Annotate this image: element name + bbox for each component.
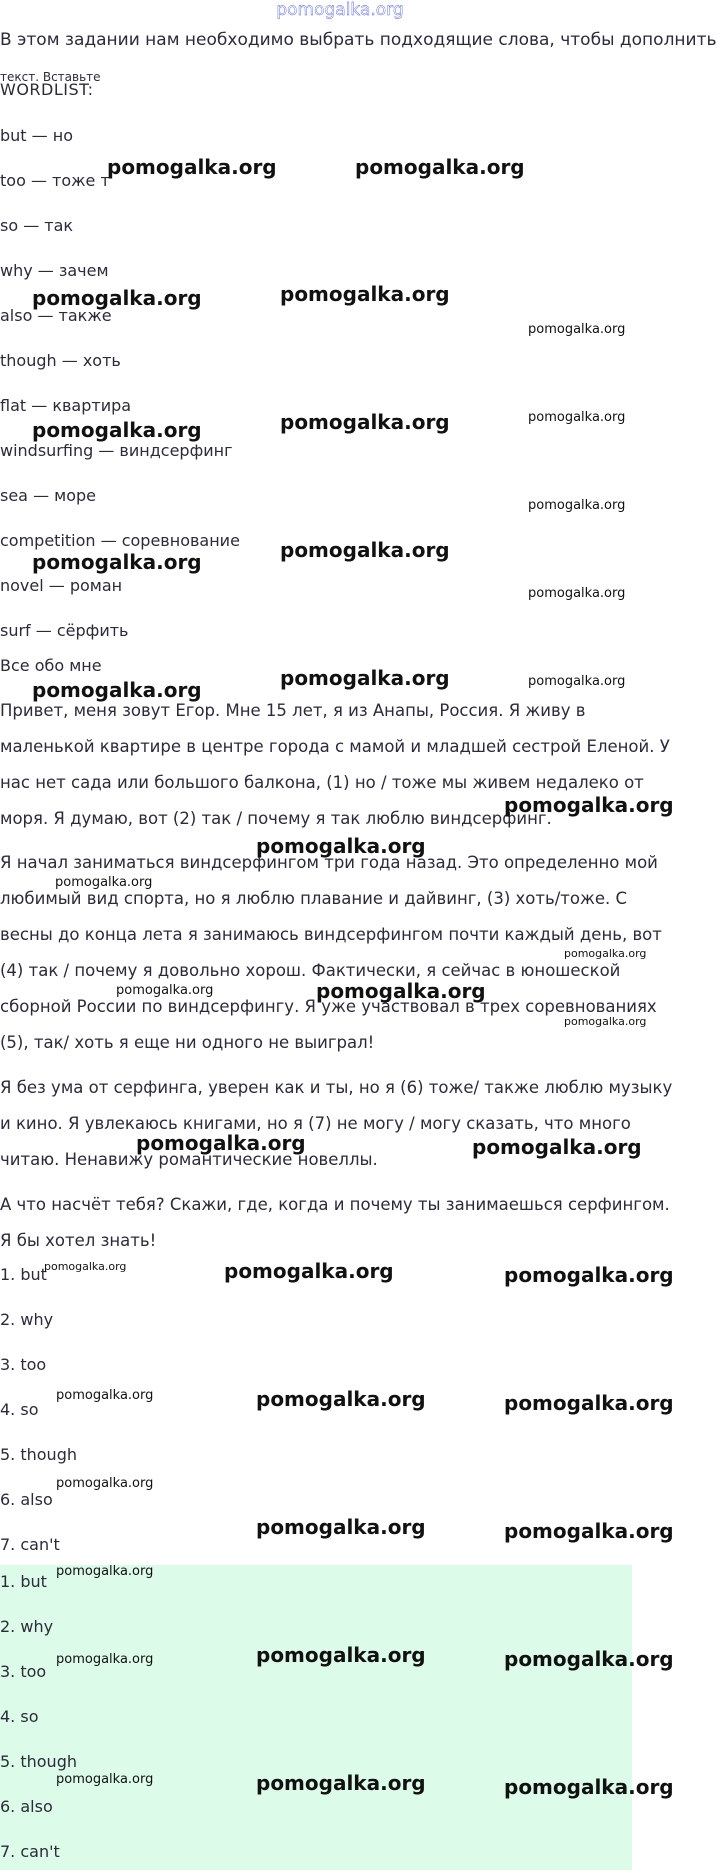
answer-item-highlighted: 5. though	[0, 1752, 77, 1771]
watermark: pomogalka.org	[280, 410, 450, 434]
answer-item-highlighted: 3. too	[0, 1662, 47, 1681]
site-title[interactable]: pomogalka.org	[276, 0, 404, 20]
watermark: pomogalka.org	[256, 1643, 426, 1667]
paragraph: Привет, меня зовут Егор. Мне 15 лет, я из Анапы, Россия. Я живу в маленькой квартире в центре города с мамой и младшей сестрой Еленой. У нас нет сада или большого балкона, (1) но / тоже мы живем недалеко от моря. Я думаю, вот (2) так / почему я так люблю виндсерфинг.	[0, 701, 670, 828]
watermark: pomogalka.org	[528, 410, 626, 425]
watermark: pomogalka.org	[44, 1260, 127, 1273]
watermark: pomogalka.org	[564, 947, 647, 960]
wordlist-item: windsurfing — виндсерфинг	[0, 441, 233, 460]
watermark: pomogalka.org	[32, 550, 202, 574]
wordlist-item: also — также	[0, 306, 112, 325]
watermark: pomogalka.org	[56, 1476, 154, 1491]
watermark: pomogalka.org	[280, 666, 450, 690]
answer-item: 2. why	[0, 1310, 54, 1329]
wordlist-item: why — зачем	[0, 261, 109, 280]
wordlist-title: WORDLIST:	[0, 80, 94, 99]
watermark: pomogalka.org	[256, 1387, 426, 1411]
answer-highlight-box	[0, 1565, 632, 1870]
wordlist-item: competition — соревнование	[0, 531, 240, 550]
watermark: pomogalka.org	[528, 322, 626, 337]
watermark: pomogalka.org	[136, 1131, 306, 1155]
answer-item: 4. so	[0, 1400, 39, 1419]
watermark: pomogalka.org	[280, 538, 450, 562]
watermark: pomogalka.org	[56, 1652, 154, 1667]
watermark: pomogalka.org	[32, 678, 202, 702]
wordlist-item: but — но	[0, 126, 73, 145]
watermark: pomogalka.org	[472, 1135, 642, 1159]
watermark: pomogalka.org	[56, 1388, 154, 1403]
watermark: pomogalka.org	[56, 1564, 154, 1579]
paragraph: Я начал заниматься виндсерфингом три года назад. Это определенно мой любимый вид спорта, но я люблю плавание и дайвинг, (3) хоть/тоже. С весны до конца лета я занимаюсь виндсерфингом почти каждый день, вот (4) так / почему я довольно хорош. Фактически, я сейчас в юношеской сборной России по виндсерфингу. Я уже участвовал в трех соревнованиях (5), так/ хоть я еще ни одного не выиграл!	[0, 853, 662, 1052]
watermark: pomogalka.org	[504, 1647, 674, 1671]
intro-cut-line: текст. Вставьте	[0, 70, 101, 84]
watermark: pomogalka.org	[504, 1775, 674, 1799]
watermark: pomogalka.org	[256, 1771, 426, 1795]
watermark: pomogalka.org	[256, 834, 426, 858]
watermark: pomogalka.org	[528, 674, 626, 689]
answer-item: 3. too	[0, 1355, 47, 1374]
watermark: pomogalka.org	[224, 1259, 394, 1283]
watermark: pomogalka.org	[504, 1263, 674, 1287]
watermark: pomogalka.org	[528, 586, 626, 601]
watermark: pomogalka.org	[504, 793, 674, 817]
answer-item-highlighted: 4. so	[0, 1707, 39, 1726]
watermark: pomogalka.org	[528, 498, 626, 513]
watermark: pomogalka.org	[55, 875, 153, 890]
answer-item: 7. can't	[0, 1535, 60, 1554]
intro-text: В этом задании нам необходимо выбрать подходящие слова, чтобы дополнить	[0, 30, 717, 50]
watermark: pomogalka.org	[32, 286, 202, 310]
answer-item: 6. also	[0, 1490, 53, 1509]
answer-item-highlighted: 6. also	[0, 1797, 53, 1816]
watermark: pomogalka.org	[280, 282, 450, 306]
paragraph: Я без ума от серфинга, уверен как и ты, но я (6) тоже/ также люблю музыку и кино. Я увлекаюсь книгами, но я (7) не могу / могу сказать, что много читаю. Ненавижу романтические новеллы.	[0, 1078, 673, 1169]
watermark: pomogalka.org	[56, 1772, 154, 1787]
answer-item-highlighted: 1. but	[0, 1572, 47, 1591]
answer-item: 1. but	[0, 1265, 47, 1284]
watermark: pomogalka.org	[316, 979, 486, 1003]
wordlist-item: sea — море	[0, 486, 97, 505]
watermark: pomogalka.org	[256, 1515, 426, 1539]
watermark: pomogalka.org	[564, 1015, 647, 1028]
watermark: pomogalka.org	[504, 1391, 674, 1415]
wordlist-item: novel — роман	[0, 576, 123, 595]
answer-item: 5. though	[0, 1445, 77, 1464]
watermark: pomogalka.org	[355, 155, 525, 179]
watermark: pomogalka.org	[504, 1519, 674, 1543]
paragraph: А что насчёт тебя? Скажи, где, когда и почему ты занимаешься серфингом. Я бы хотел знать!	[0, 1195, 670, 1250]
text-title: Все обо мне	[0, 656, 102, 675]
wordlist-item: though — хоть	[0, 351, 121, 370]
wordlist-item: flat — квартира	[0, 396, 132, 415]
wordlist-item: surf — сёрфить	[0, 621, 129, 640]
answer-item-highlighted: 7. can't	[0, 1842, 60, 1861]
watermark: pomogalka.org	[32, 418, 202, 442]
watermark: pomogalka.org	[107, 155, 277, 179]
answer-item-highlighted: 2. why	[0, 1617, 54, 1636]
wordlist-item: too — тоже т	[0, 171, 110, 190]
wordlist-item: so — так	[0, 216, 74, 235]
watermark: pomogalka.org	[116, 983, 214, 998]
